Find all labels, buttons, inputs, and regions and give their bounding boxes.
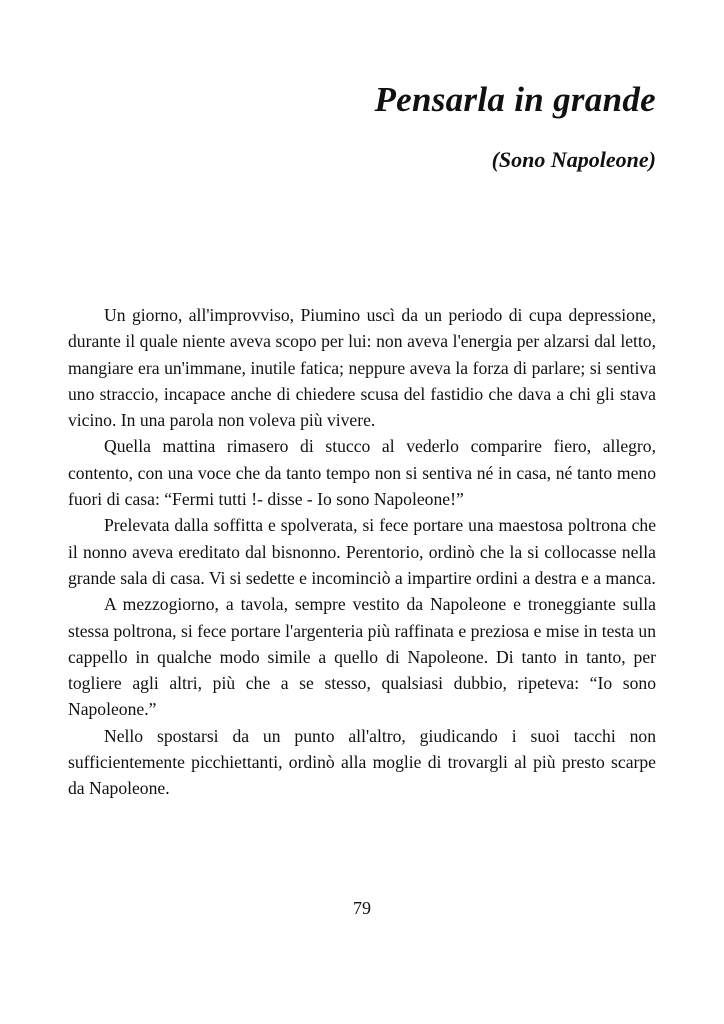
- chapter-subtitle: (Sono Napoleone): [491, 147, 656, 172]
- paragraph: Nello spostarsi da un punto all'altro, giudicando i suoi tacchi non sufficientemente picchiettanti, ordinò alla moglie di trovargli al più presto scarpe da Napoleone.: [68, 725, 656, 799]
- paragraph: Un giorno, all'improvviso, Piumino uscì da un periodo di cupa depressione, durante il quale niente aveva scopo per lui: non aveva l'energia per alzarsi dal letto, mangiare era un'immane, inutile fatica; neppure aveva la forza di parlare; si sentiva uno straccio, incapace anche di chiedere scusa del fastidio che dava a chi gli stava vicino. In una parola non voleva più vivere.: [68, 305, 656, 431]
- paragraph: Prelevata dalla soffitta e spolverata, si fece portare una maestosa poltrona che il nonno aveva ereditato dal bisnonno. Perentorio, ordinò che la si collocasse nella grande sala di casa. Vi si sedette e incominciò a impartire ordini a destra e a manca.: [68, 515, 656, 588]
- paragraph: Quella mattina rimasero di stucco al vederlo comparire fiero, allegro, contento, con una voce che da tanto tempo non si sentiva né in casa, né tanto meno fuori di casa: “Fermi tutti !- disse - Io sono Napoleone!”: [68, 436, 656, 510]
- page-number: 79: [353, 898, 371, 918]
- paragraph: A mezzogiorno, a tavola, sempre vestito da Napoleone e troneggiante sulla stessa poltrona, si fece portare l'argenteria più raffinata e preziosa e mise in testa un cappello in qualche modo simile a quello di Napoleone. Di tanto in tanto, per togliere agli altri, più che a se stesso, qualsiasi dubbio, ripeteva: “Io sono Napoleone.”: [68, 594, 656, 720]
- chapter-body: [68, 302, 656, 802]
- chapter-title: Pensarla in grande: [374, 80, 656, 119]
